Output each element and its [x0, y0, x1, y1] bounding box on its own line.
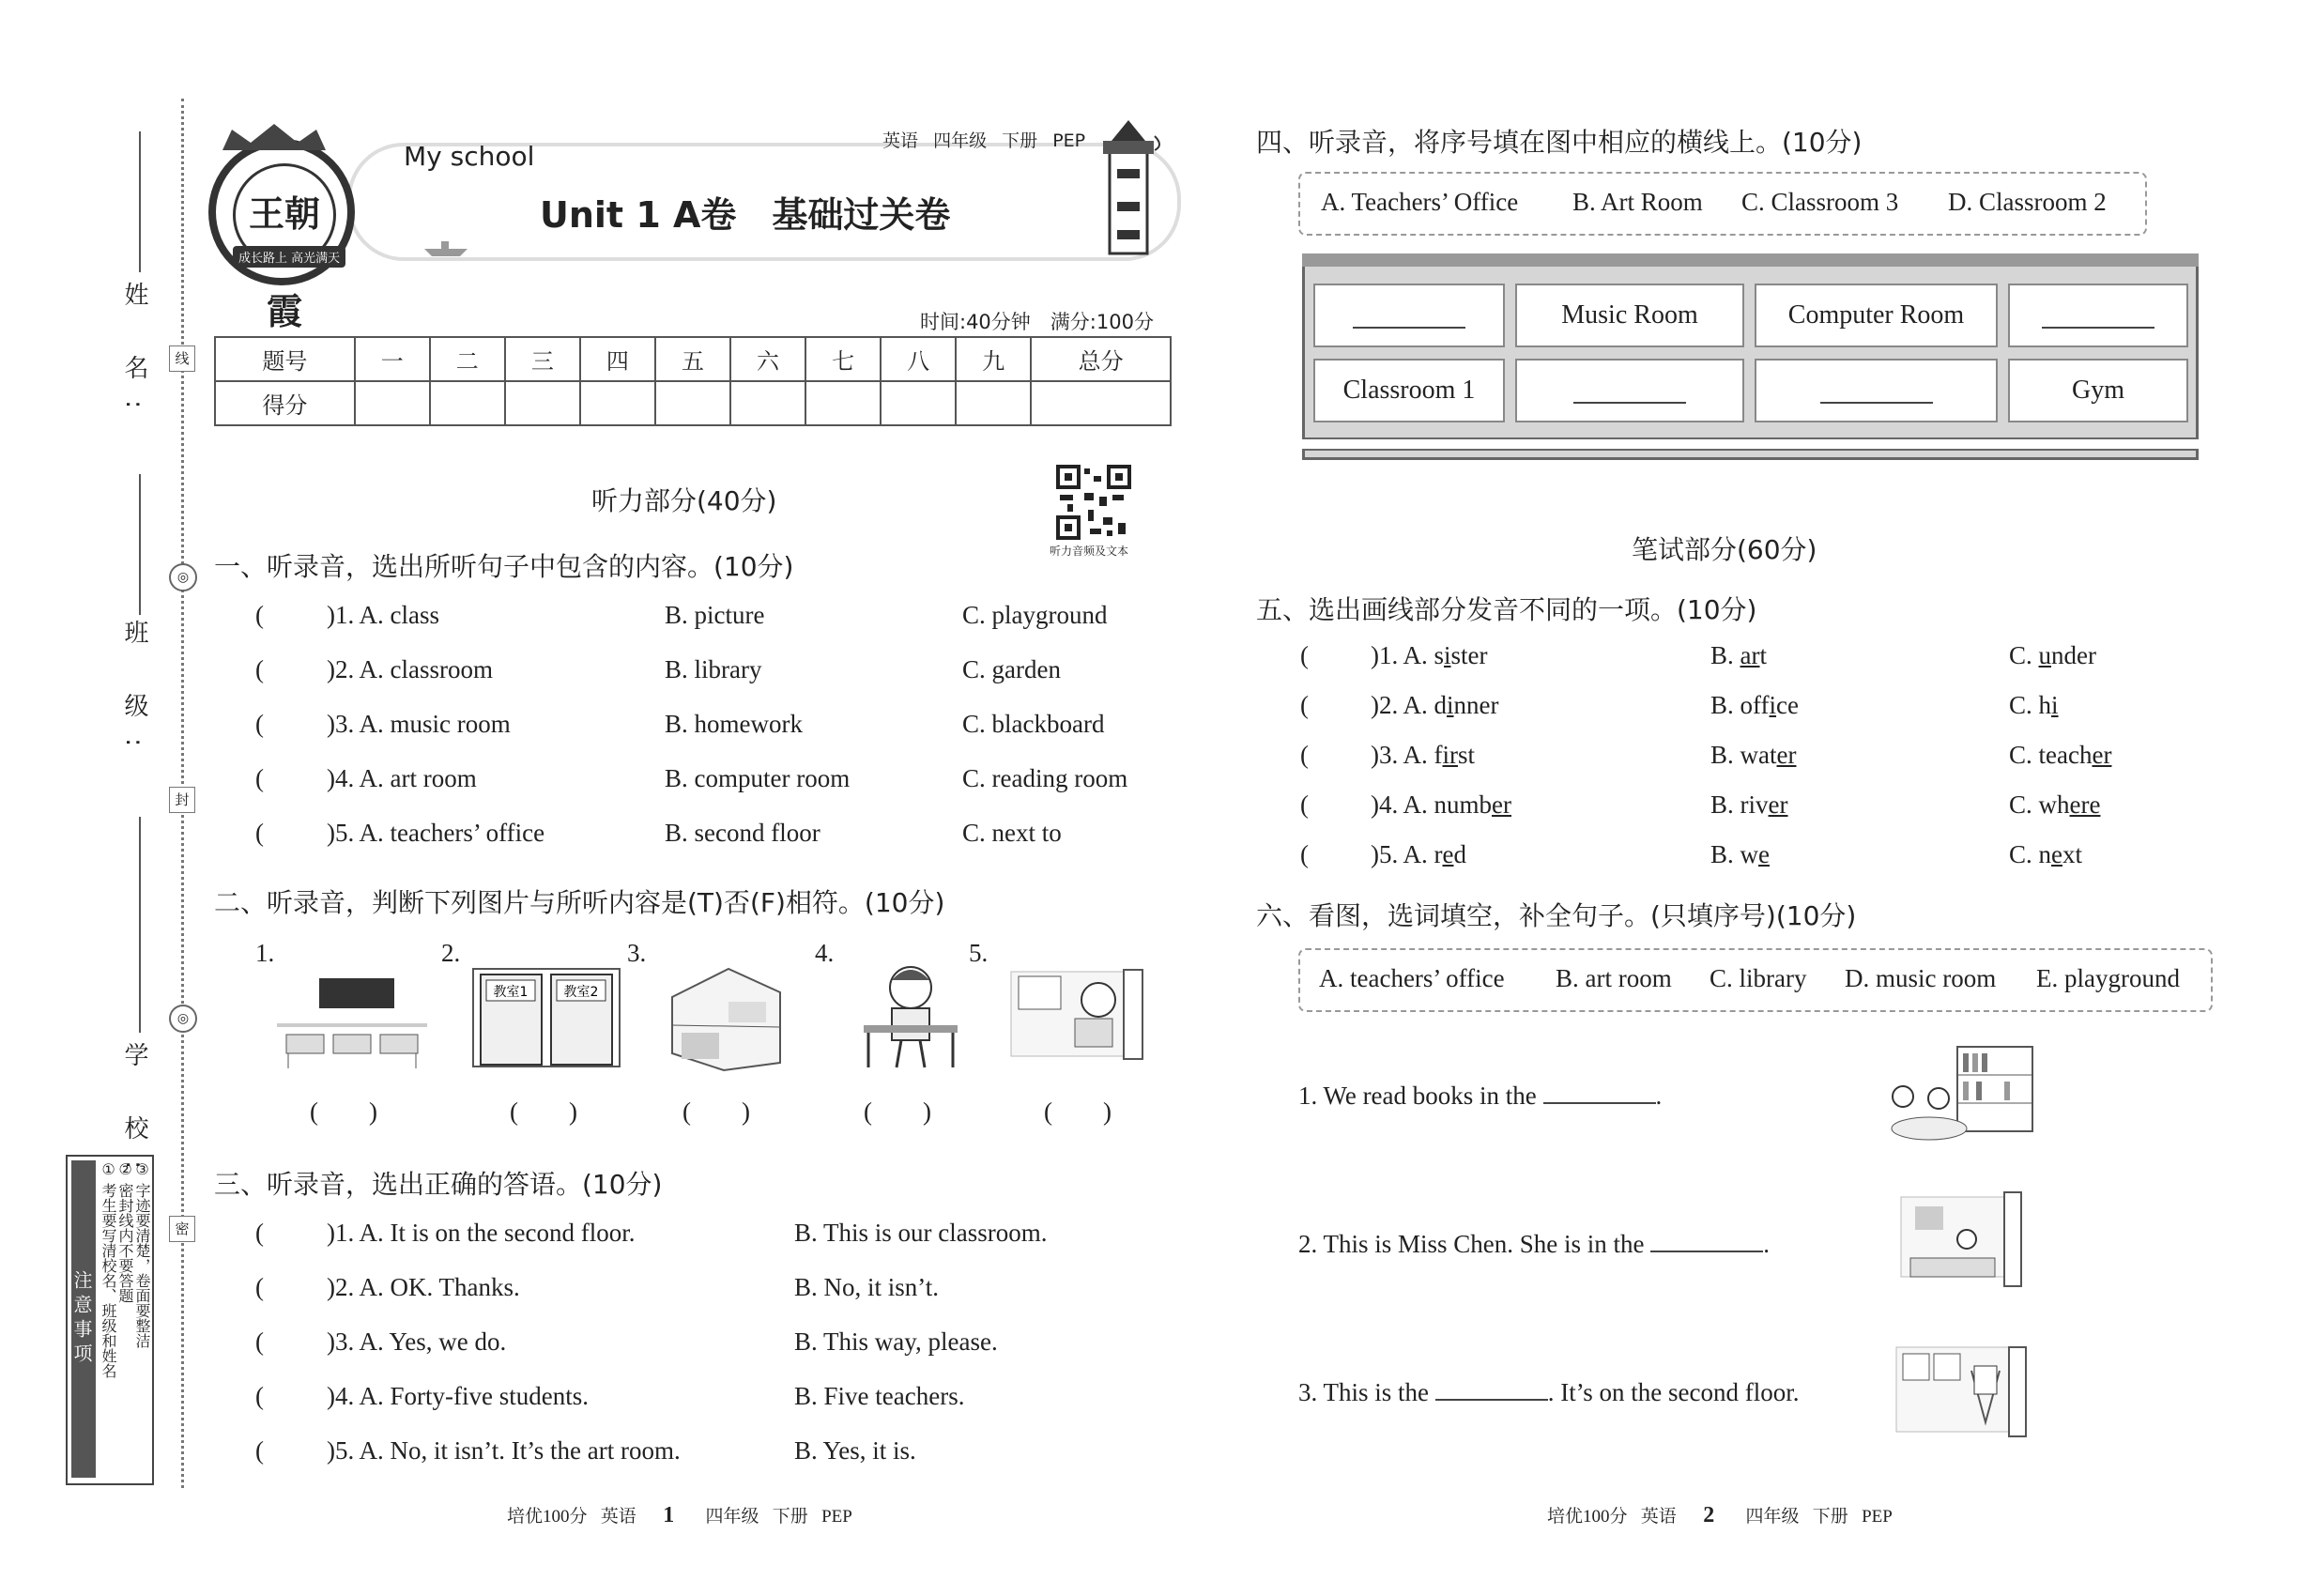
- footer-term: 下册: [772, 1507, 808, 1527]
- page-number: 1: [663, 1503, 675, 1527]
- answer-paren[interactable]: (: [255, 601, 264, 629]
- art-room-picture: [1892, 1343, 2032, 1441]
- art-room-picture: [1009, 962, 1150, 1066]
- s5-option-b: B. river: [1710, 790, 1788, 819]
- s5-option-b: B. water: [1710, 741, 1797, 769]
- binding-hole-icon: ◎: [169, 563, 197, 591]
- s3-option-b: B. Five teachers.: [794, 1382, 965, 1410]
- room-blank[interactable]: [1515, 359, 1744, 422]
- class-field[interactable]: [139, 474, 141, 615]
- s6-sentence: 3. This is the . It’s on the second floor.: [1298, 1378, 1800, 1406]
- score-header-cell: 一: [355, 337, 430, 381]
- answer-paren[interactable]: (: [255, 1273, 264, 1301]
- s6-options-box: [1298, 948, 2213, 1012]
- s4-options-box: [1298, 172, 2147, 236]
- school-field[interactable]: [139, 817, 141, 1033]
- score-cell[interactable]: [956, 381, 1031, 425]
- boat-icon: [422, 239, 469, 258]
- s4-option: C. Classroom 3: [1741, 188, 1899, 216]
- tf-answer-paren[interactable]: ( ): [510, 1097, 577, 1126]
- s1-option-b: B. second floor: [665, 819, 820, 847]
- answer-paren[interactable]: (: [255, 764, 264, 792]
- score-header-cell: 二: [430, 337, 505, 381]
- name-label: 姓 名:: [120, 282, 148, 430]
- page-title: Unit 1 A卷 基础过关卷: [540, 194, 951, 236]
- notes-item: ① 考生要写清校名、班级和姓名: [100, 1160, 117, 1379]
- score-value-row: [215, 381, 1171, 425]
- picture-number: 5.: [969, 939, 989, 967]
- s1-option-a: )4. A. art room: [327, 764, 477, 792]
- s3-option-b: B. This is our classroom.: [794, 1219, 1048, 1247]
- answer-paren[interactable]: (: [255, 1436, 264, 1465]
- s1-option-c: C. garden: [962, 655, 1061, 683]
- footer-subject: 英语: [1640, 1507, 1677, 1527]
- s1-option-c: C. blackboard: [962, 710, 1105, 738]
- s5-option-a: )3. A. first: [1371, 741, 1476, 769]
- section6-title: 六、看图，选词填空，补全句子。(只填序号)(10分): [1256, 900, 1857, 931]
- computer-room: Computer Room: [1755, 284, 1998, 347]
- s6-sentence: 1. We read books in the .: [1298, 1082, 1663, 1110]
- s4-option: A. Teachers’ Office: [1321, 188, 1519, 216]
- footer-right: [1547, 1502, 1893, 1528]
- footer-brand: 培优100分: [507, 1507, 588, 1527]
- footer-grade: 四年级: [705, 1507, 759, 1527]
- score-cell[interactable]: [430, 381, 505, 425]
- s6-option: A. teachers’ office: [1319, 964, 1505, 992]
- fill-blank[interactable]: [1543, 1102, 1656, 1104]
- score-cell[interactable]: [881, 381, 956, 425]
- qr-caption: 听力音频及文本: [1050, 545, 1129, 558]
- s1-option-b: B. computer room: [665, 764, 851, 792]
- section3-title: 三、听录音，选出正确的答语。(10分): [214, 1169, 663, 1200]
- tag-term: 下册: [1002, 130, 1038, 151]
- s1-option-a: )2. A. classroom: [327, 655, 493, 683]
- answer-paren[interactable]: (: [255, 1382, 264, 1410]
- s3-option-b: B. This way, please.: [794, 1327, 998, 1356]
- score-header-cell: 六: [730, 337, 805, 381]
- section4-title: 四、听录音，将序号填在图中相应的横线上。(10分): [1256, 127, 1863, 158]
- tf-answer-paren[interactable]: ( ): [1044, 1097, 1112, 1126]
- picture-number: 2.: [441, 939, 461, 967]
- footer-version: PEP: [821, 1507, 852, 1527]
- crown-icon: [218, 122, 330, 154]
- picture-number: 1.: [255, 939, 275, 967]
- unit-topic: My school: [404, 141, 535, 172]
- notes-title: 注意事项: [71, 1160, 96, 1478]
- s5-option-a: )5. A. red: [1371, 840, 1466, 868]
- s1-option-c: C. reading room: [962, 764, 1128, 792]
- fill-blank[interactable]: [1435, 1399, 1548, 1401]
- room-blank[interactable]: [2008, 284, 2188, 347]
- s6-option: D. music room: [1845, 964, 1997, 992]
- answer-paren[interactable]: (: [1300, 840, 1309, 868]
- tag-subject: 英语: [882, 130, 919, 151]
- cut-mark-line: 线: [169, 345, 195, 372]
- s4-option: D. Classroom 2: [1948, 188, 2107, 216]
- library-picture: [1882, 1042, 2037, 1150]
- answer-paren[interactable]: (: [255, 819, 264, 847]
- s3-option-a: )2. A. OK. Thanks.: [327, 1273, 520, 1301]
- answer-paren[interactable]: (: [1300, 641, 1309, 669]
- score-header-cell: 题号: [215, 337, 355, 381]
- class-label: 班 级:: [120, 620, 148, 768]
- score-cell[interactable]: [655, 381, 730, 425]
- s6-option: C. library: [1710, 964, 1807, 992]
- fill-blank[interactable]: [1650, 1251, 1763, 1252]
- music-room: Music Room: [1515, 284, 1744, 347]
- building-picture: [663, 959, 785, 1072]
- section1-title: 一、听录音，选出所听句子中包含的内容。(10分): [214, 551, 794, 582]
- tf-answer-paren[interactable]: ( ): [310, 1097, 377, 1126]
- school-label: 学 校:: [120, 1042, 148, 1190]
- s5-option-c: C. under: [2009, 641, 2096, 669]
- footer-left: [507, 1502, 852, 1528]
- answer-paren[interactable]: (: [1300, 741, 1309, 769]
- s1-option-b: B. homework: [665, 710, 803, 738]
- s6-option: E. playground: [2036, 964, 2180, 992]
- answer-paren[interactable]: (: [255, 1327, 264, 1356]
- room-blank[interactable]: [1755, 359, 1998, 422]
- two-doors-picture: [471, 967, 621, 1070]
- s6-option: B. art room: [1556, 964, 1672, 992]
- s1-option-a: )1. A. class: [327, 601, 439, 629]
- tag-version: PEP: [1052, 130, 1086, 151]
- picture-number: 4.: [815, 939, 835, 967]
- page-number: 2: [1703, 1503, 1715, 1527]
- s5-option-c: C. hi: [2009, 691, 2059, 719]
- score-cell[interactable]: [505, 381, 580, 425]
- school-building-diagram: [1302, 253, 2199, 460]
- tf-answer-paren[interactable]: ( ): [682, 1097, 750, 1126]
- gym: Gym: [2008, 359, 2188, 422]
- cut-mark-secret: 密: [169, 1216, 195, 1242]
- s1-option-a: )5. A. teachers’ office: [327, 819, 545, 847]
- answer-paren[interactable]: (: [255, 710, 264, 738]
- notes-box: [66, 1155, 154, 1485]
- s5-option-c: C. next: [2009, 840, 2083, 868]
- answer-paren[interactable]: (: [255, 655, 264, 683]
- score-cell[interactable]: [1031, 381, 1171, 425]
- door-label: 教室2: [563, 985, 599, 1000]
- room-blank[interactable]: [1313, 284, 1505, 347]
- s3-option-a: )4. A. Forty-five students.: [327, 1382, 589, 1410]
- footer-grade: 四年级: [1745, 1507, 1800, 1527]
- s5-option-a: )4. A. number: [1371, 790, 1511, 819]
- answer-paren[interactable]: (: [1300, 691, 1309, 719]
- picture-number: 3.: [627, 939, 647, 967]
- s5-option-b: B. office: [1710, 691, 1799, 719]
- s3-option-b: B. No, it isn’t.: [794, 1273, 940, 1301]
- score-row-label: 得分: [215, 381, 355, 425]
- score-cell[interactable]: [730, 381, 805, 425]
- cut-mark-seal: 封: [169, 787, 195, 813]
- score-header-cell: 五: [655, 337, 730, 381]
- s3-option-a: )1. A. It is on the second floor.: [327, 1219, 636, 1247]
- tf-answer-paren[interactable]: ( ): [864, 1097, 931, 1126]
- classroom-1: Classroom 1: [1313, 359, 1505, 422]
- score-header-cell: 四: [580, 337, 655, 381]
- answer-paren[interactable]: (: [255, 1219, 264, 1247]
- score-header-cell: 九: [956, 337, 1031, 381]
- score-cell[interactable]: [355, 381, 430, 425]
- s4-option: B. Art Room: [1572, 188, 1703, 216]
- name-field[interactable]: [139, 131, 141, 272]
- section5-title: 五、选出画线部分发音不同的一项。(10分): [1256, 594, 1757, 625]
- logo-slogan: 成长路上 高光满天: [233, 246, 345, 268]
- classroom-picture: [277, 967, 427, 1070]
- s3-option-a: )3. A. Yes, we do.: [327, 1327, 507, 1356]
- door-label: 教室1: [493, 985, 529, 1000]
- footer-subject: 英语: [600, 1507, 636, 1527]
- qr-code-icon[interactable]: [1056, 465, 1131, 540]
- office-picture: [1892, 1188, 2032, 1300]
- score-header-cell: 七: [805, 337, 881, 381]
- s1-option-b: B. library: [665, 655, 762, 683]
- score-header-row: [215, 337, 1171, 381]
- header-tags: [882, 127, 1085, 152]
- score-table: [214, 336, 1172, 426]
- s1-option-c: C. playground: [962, 601, 1108, 629]
- footer-brand: 培优100分: [1547, 1507, 1628, 1527]
- listening-title: 听力部分(40分): [591, 485, 777, 516]
- logo-text: 王朝霞: [233, 163, 336, 267]
- s5-option-c: C. where: [2009, 790, 2101, 819]
- s5-option-a: )1. A. sister: [1371, 641, 1488, 669]
- lighthouse-icon: [1080, 113, 1183, 263]
- section2-title: 二、听录音，判断下列图片与所听内容是(T)否(F)相符。(10分): [214, 887, 945, 918]
- s3-option-a: )5. A. No, it isn’t. It’s the art room.: [327, 1436, 681, 1465]
- score-header-cell: 总分: [1031, 337, 1171, 381]
- time-score: 时间:40分钟 满分:100分: [920, 311, 1154, 333]
- footer-term: 下册: [1812, 1507, 1848, 1527]
- boy-reading-picture: [854, 959, 967, 1072]
- s3-option-b: B. Yes, it is.: [794, 1436, 916, 1465]
- s5-option-c: C. teacher: [2009, 741, 2112, 769]
- score-header-cell: 八: [881, 337, 956, 381]
- notes-item: ③ 字迹要清楚，卷面要整洁: [133, 1160, 151, 1349]
- tag-grade: 四年级: [933, 130, 988, 151]
- notes-item: ② 密封线内不要答题: [116, 1160, 134, 1304]
- score-cell[interactable]: [580, 381, 655, 425]
- answer-paren[interactable]: (: [1300, 790, 1309, 819]
- footer-version: PEP: [1862, 1507, 1893, 1527]
- s5-option-b: B. we: [1710, 840, 1770, 868]
- s5-option-b: B. art: [1710, 641, 1768, 669]
- s1-option-a: )3. A. music room: [327, 710, 511, 738]
- writing-title: 笔试部分(60分): [1632, 534, 1817, 565]
- s1-option-c: C. next to: [962, 819, 1062, 847]
- s1-option-b: B. picture: [665, 601, 765, 629]
- s6-sentence: 2. This is Miss Chen. She is in the .: [1298, 1230, 1771, 1258]
- score-cell[interactable]: [805, 381, 881, 425]
- s5-option-a: )2. A. dinner: [1371, 691, 1499, 719]
- binding-hole-icon: ◎: [169, 1005, 197, 1033]
- score-header-cell: 三: [505, 337, 580, 381]
